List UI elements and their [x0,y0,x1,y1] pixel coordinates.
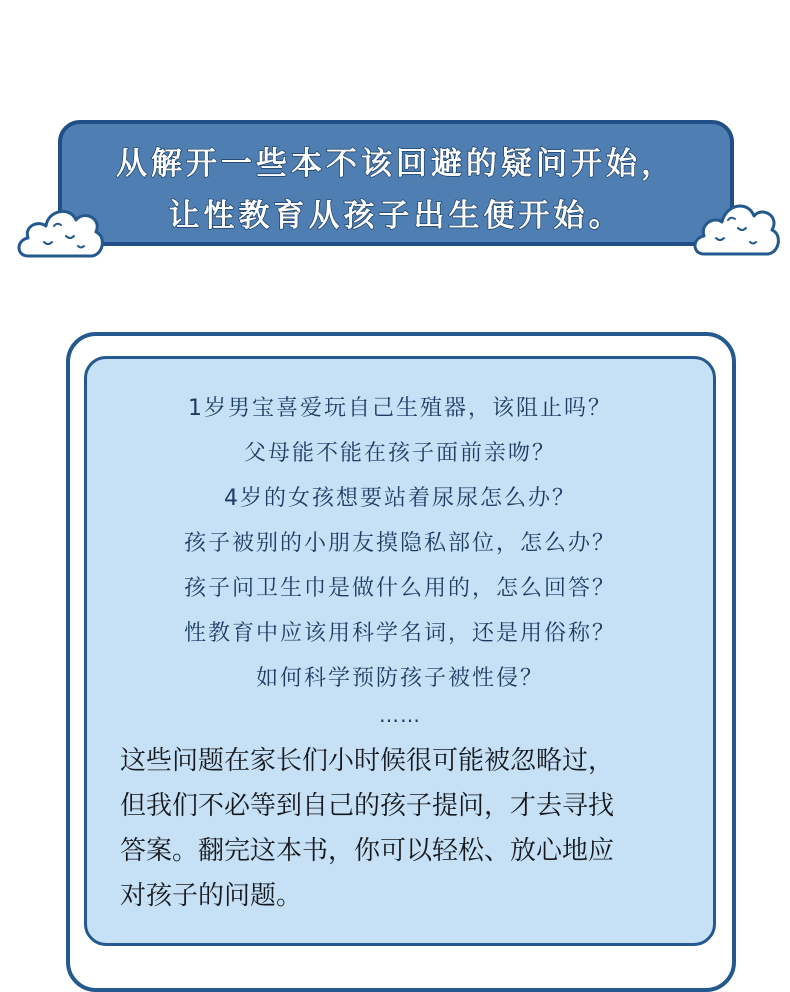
cloud-left-icon [14,196,106,268]
summary-line: 这些问题在家长们小时候很可能被忽略过， [120,746,615,776]
question-item: 父母能不能在孩子面前亲吻？ [243,441,556,466]
question-item: 孩子问卫生巾是做什么用的，怎么回答？ [183,576,616,601]
cloud-right-icon [690,192,782,264]
ellipsis: …… [379,703,421,727]
question-item: 性教育中应该用科学名词，还是用俗称？ [183,621,616,646]
summary-line: 答案。翻完这本书，你可以轻松、放心地应 [120,836,615,866]
question-item: 4岁的女孩想要站着尿尿怎么办？ [224,486,576,511]
question-list [84,386,716,701]
summary-line: 但我们不必等到自己的孩子提问，才去寻找 [120,791,615,821]
banner-line-1: 从解开一些本不该回避的疑问开始， [116,146,676,182]
summary-line: 对孩子的问题。 [120,881,303,911]
question-item: 孩子被别的小朋友摸隐私部位，怎么办？ [183,531,616,556]
headline-banner [58,120,734,246]
question-item: 如何科学预防孩子被性侵？ [255,666,544,691]
question-item: 1岁男宝喜爱玩自己生殖器，该阻止吗？ [188,396,612,421]
banner-line-2: 让性教育从孩子出生便开始。 [168,198,624,234]
summary-paragraph [120,739,686,919]
